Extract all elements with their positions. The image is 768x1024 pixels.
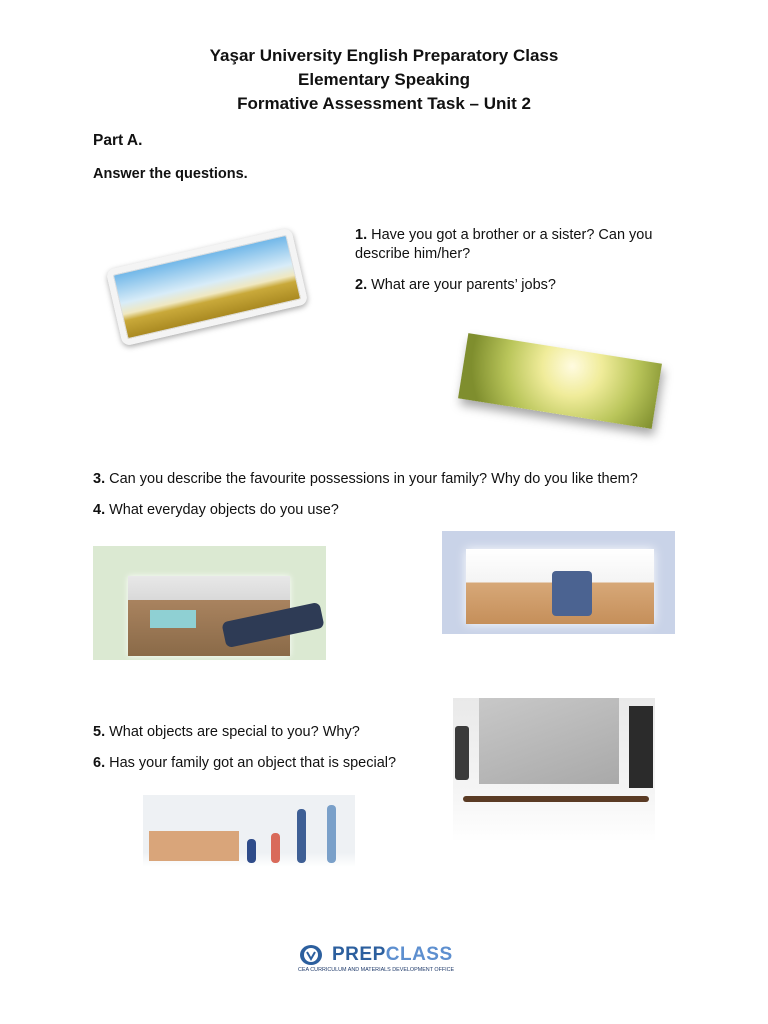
question-text: What are your parents’ jobs? [367, 277, 556, 293]
question-number: 1. [355, 227, 368, 243]
question-number: 5. [93, 724, 106, 740]
instruction: Answer the questions. [93, 166, 248, 182]
child-figure [247, 839, 256, 863]
question-4 [93, 501, 493, 520]
cardboard-boxes [149, 831, 239, 861]
question-text: Can you describe the favourite possessions in your family? Why do you like them? [105, 471, 638, 487]
laptop-objects-photo [453, 698, 655, 842]
adult-figure [297, 809, 306, 863]
question-2 [355, 276, 685, 295]
question-text: Has your family got an object that is special? [105, 755, 397, 771]
adult-figure [327, 805, 336, 863]
question-text: Have you got a brother or a sister? Can you describe him/her? [355, 227, 653, 262]
logo-wordmark [332, 944, 453, 966]
question-text: What objects are special to you? Why? [105, 724, 360, 740]
question-6 [93, 754, 433, 773]
family-forest-photo [458, 333, 662, 429]
question-number: 4. [93, 502, 106, 518]
sticky-note [150, 610, 196, 628]
document-task-title: Formative Assessment Task – Unit 2 [237, 94, 531, 113]
document-title: Yaşar University English Preparatory Class [209, 46, 559, 65]
question-5 [93, 723, 433, 742]
child-figure [271, 833, 280, 863]
phone [455, 726, 469, 780]
office-box-photo [93, 546, 326, 660]
family-field-photo [106, 228, 309, 347]
question-number: 2. [355, 277, 368, 293]
armchair [552, 571, 592, 616]
moving-boxes-room-photo [442, 531, 675, 634]
moving-family-illustration [143, 795, 355, 867]
question-3 [93, 470, 713, 489]
logo-subtitle: CEA CURRICULUM AND MATERIALS DEVELOPMENT OFFICE [298, 967, 455, 973]
question-text: What everyday objects do you use? [105, 502, 339, 518]
prepclass-logo-icon [298, 944, 326, 966]
question-1 [355, 226, 685, 264]
part-label: Part A. [93, 132, 143, 149]
logo-prep: PREP [332, 944, 386, 965]
logo-class: CLASS [385, 944, 453, 965]
question-number: 6. [93, 755, 106, 771]
laptop [479, 698, 619, 784]
document-subtitle: Elementary Speaking [298, 70, 470, 89]
speaker [629, 706, 653, 788]
question-number: 3. [93, 471, 106, 487]
watch-band [463, 796, 649, 802]
